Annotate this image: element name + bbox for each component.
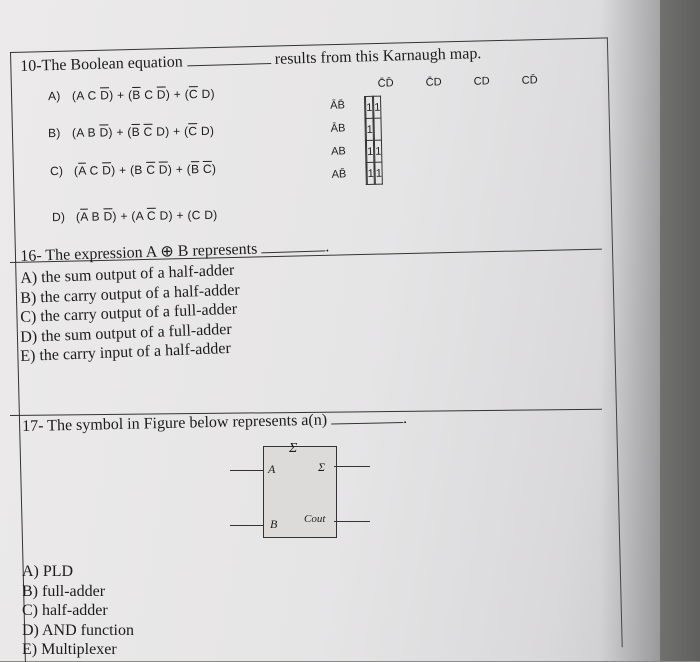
- kmap-row: [365, 96, 382, 118]
- kmap-row-header: AB: [331, 145, 346, 158]
- q10-option-letter: C): [49, 163, 64, 179]
- kmap-cell: 1: [366, 118, 374, 140]
- q10-option-letter: B): [47, 125, 61, 141]
- kmap-col-header: CD: [473, 75, 490, 88]
- input-a-wire: [230, 470, 264, 471]
- kmap-row-header: ĀB̄: [330, 99, 346, 112]
- kmap-row: [365, 118, 382, 140]
- q16-answer-blank[interactable]: [261, 250, 325, 253]
- kmap-cell: 1: [374, 96, 382, 118]
- q17-option-e[interactable]: E) Multiplexer: [22, 641, 117, 658]
- symbol-input-a: A: [268, 462, 276, 476]
- q17-option-b[interactable]: B) full-adder: [22, 582, 106, 600]
- q16-option-d[interactable]: D) the sum output of a full-adder: [20, 320, 232, 346]
- q17-stem-text: 17- The symbol in Figure below represents a(n): [22, 411, 328, 435]
- q17-option-c[interactable]: C) half-adder: [22, 602, 108, 619]
- kmap-cell: 1: [375, 162, 383, 184]
- q10-option-a[interactable]: [48, 87, 215, 103]
- q10-option-b[interactable]: [48, 124, 214, 140]
- kmap-cell: 1: [367, 162, 375, 184]
- q10-option-d[interactable]: [52, 208, 218, 224]
- kmap-col-header: C̄D: [425, 76, 442, 89]
- q10-option-c[interactable]: [50, 162, 216, 178]
- q10-option-expression: ($\overline{A}$ C $\overline{D}) + (B$ $\overline{C}$ $\overline{D}) + (\overline{B}$ $\overline{C}$): [73, 161, 217, 178]
- symbol-carry-label: Cout: [304, 513, 326, 525]
- q17-option-d[interactable]: D) AND function: [22, 621, 134, 639]
- kmap-cell: 1: [366, 96, 374, 118]
- q16-option-e[interactable]: E) the carry input of a half-adder: [20, 339, 232, 365]
- q16-stem-text: 16- The expression A ⊕ B represents: [20, 240, 258, 265]
- symbol-input-b: B: [270, 517, 278, 531]
- q17-period: .: [402, 409, 408, 428]
- q10-stem-start: 10-The Boolean equation: [20, 53, 184, 75]
- q10-option-expression: (A B $\overline{D}) + (\overline{B}$ $\overline{C}$ $D) + (\overline{C}$ D): [71, 123, 215, 140]
- q10-option-letter: D): [51, 209, 66, 225]
- symbol-sigma-top: Σ: [289, 441, 298, 456]
- kmap-row-header: AB̄: [331, 168, 347, 181]
- q10-option-letter: A): [47, 88, 61, 104]
- kmap-cell: 1: [366, 140, 374, 162]
- kmap-col-header: CD̄: [521, 74, 538, 87]
- q10-answer-blank[interactable]: [187, 63, 271, 66]
- kmap-cell: 1: [375, 140, 383, 162]
- q16-period: .: [324, 238, 330, 256]
- q10-option-expression: ($\overline{A}$ B $\overline{D}) + (A$ $\overline{C}$ D) + (C D): [75, 207, 218, 224]
- kmap-col-header: C̄D̄: [377, 77, 394, 90]
- karnaugh-grid: [364, 96, 383, 185]
- q17-answer-blank[interactable]: [331, 422, 403, 425]
- kmap-row-header: ĀB: [330, 122, 346, 135]
- input-b-wire: [230, 525, 264, 526]
- q16-option-a[interactable]: A) the sum output of a half-adder: [20, 261, 235, 287]
- symbol-sum-label: Σ: [318, 460, 326, 474]
- q10-stem-end: results from this Karnaugh map.: [274, 45, 482, 68]
- q17-option-a[interactable]: A) PLD: [22, 563, 74, 580]
- kmap-cell: [374, 118, 382, 140]
- q16-option-c[interactable]: C) the carry output of a full-adder: [20, 300, 238, 326]
- sum-output-wire: [334, 466, 370, 467]
- kmap-row: [365, 140, 382, 162]
- kmap-row: [366, 162, 383, 184]
- q10-option-expression: (A C $\overline{D}) + (\overline{B}$ C $\overline{D}) + (\overline{C}$ D): [71, 86, 215, 103]
- carry-output-wire: [334, 521, 370, 522]
- q16-option-b[interactable]: B) the carry output of a half-adder: [20, 281, 240, 307]
